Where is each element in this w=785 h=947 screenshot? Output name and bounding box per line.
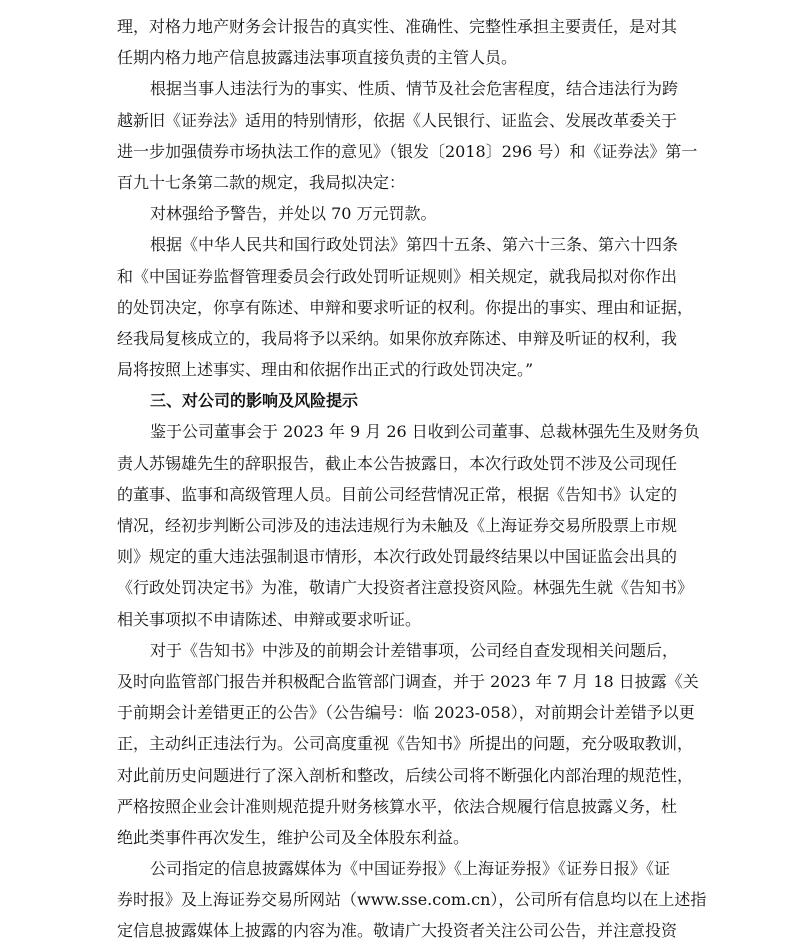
text-line: 根据《中华人民共和国行政处罚法》第四十五条、第六十三条、第六十四条 [150, 235, 679, 255]
text-line: 的处罚决定，你享有陈述、申辩和要求听证的权利。你提出的事实、理由和证据， [117, 297, 694, 317]
text-line: 券时报》及上海证券交易所网站（www.sse.com.cn），公司所有信息均以在上述指 [117, 890, 707, 910]
text-line: 情况，经初步判断公司涉及的违法违规行为未触及《上海证券交易所股票上市规 [117, 516, 678, 535]
paragraph [117, 229, 694, 385]
text-line: 进一步加强债券市场执法工作的意见》（银发〔2018〕296 号）和《证券法》第一 [117, 141, 698, 161]
text-line: 理，对格力地产财务会计报告的真实性、准确性、完整性承担主要责任，是对其 [117, 17, 678, 36]
paragraph [117, 635, 699, 853]
paragraph [117, 73, 698, 198]
text-line: 对于《告知书》中涉及的前期会计差错事项，公司经自查发现相关问题后， [150, 640, 679, 660]
paragraph [117, 198, 670, 229]
text-line: 公司指定的信息披露媒体为《中国证券报》《上海证券报》《证券日报》《证 [150, 859, 671, 879]
text-line: 于前期会计差错更正的公告》（公告编号：临 2023-058），对前期会计差错予以更 [117, 703, 695, 723]
section-heading [117, 385, 670, 416]
text-line: 任期内格力地产信息披露违法事项直接负责的主管人员。 [117, 48, 518, 68]
text-line: 相关事项拟不申请陈述、申辩或要求听证。 [117, 609, 422, 629]
text-line: 正，主动纠正违法行为。公司高度重视《告知书》所提出的问题，充分吸取教训， [117, 734, 694, 754]
document-body [117, 11, 707, 947]
text-line: 和《中国证券监督管理委员会行政处罚听证规则》相关规定，就我局拟对你作出 [117, 266, 678, 286]
text-line: 对此前历史问题进行了深入剖析和整改，后续公司将不断强化内部治理的规范性， [117, 765, 694, 785]
text-line: 经我局复核成立的，我局将予以采纳。如果你放弃陈述、申辩及听证的权利，我 [117, 328, 678, 348]
text-line: 局将按照上述事实、理由和依据作出正式的行政处罚决定。” [117, 360, 534, 380]
text-line: 绝此类事件再次发生，维护公司及全体股东利益。 [117, 827, 470, 847]
text-line: 越新旧《证券法》适用的特别情形，依据《人民银行、证监会、发展改革委关于 [117, 110, 678, 130]
paragraph [117, 853, 707, 947]
text-line: 定信息披露媒体上披露的内容为准。敬请广大投资者关注公司公告，并注意投资 [117, 921, 678, 941]
text-line: 及时向监管部门报告并积极配合监管部门调查，并于 2023 年 7 月 18 日披露《关 [117, 671, 699, 691]
paragraph [117, 416, 700, 634]
text-line: 严格按照企业会计准则规范提升财务核算水平，依法合规履行信息披露义务，杜 [117, 796, 678, 816]
paragraph [117, 11, 678, 73]
text-line: 鉴于公司董事会于 2023 年 9 月 26 日收到公司董事、总裁林强先生及财务负 [150, 422, 700, 442]
text-line: 三、对公司的影响及风险提示 [150, 391, 359, 411]
text-line: 的董事、监事和高级管理人员。目前公司经营情况正常，根据《告知书》认定的 [117, 484, 678, 504]
text-line: 百九十七条第二款的规定，我局拟决定： [117, 172, 406, 192]
text-line: 责人苏锡雄先生的辞职报告，截止本公告披露日，本次行政处罚不涉及公司现任 [117, 453, 678, 473]
text-line: 根据当事人违法行为的事实、性质、情节及社会危害程度，结合违法行为跨 [150, 79, 679, 99]
text-line: 对林强给予警告，并处以 70 万元罚款。 [150, 204, 437, 224]
text-line: 则》规定的重大违法强制退市情形，本次行政处罚最终结果以中国证监会出具的 [117, 547, 678, 567]
text-line: 《行政处罚决定书》为准，敬请广大投资者注意投资风险。林强先生就《告知书》 [117, 578, 694, 598]
